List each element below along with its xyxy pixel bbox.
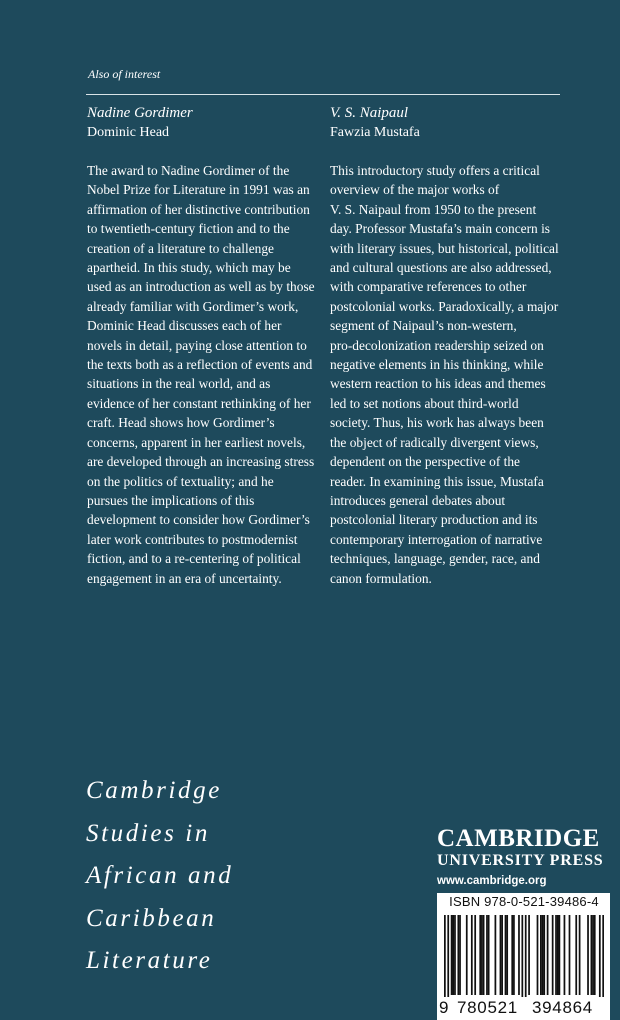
barcode-bar: [540, 915, 542, 995]
publisher-logo: [437, 826, 611, 887]
barcode-bar: [525, 915, 527, 1001]
isbn-label: ISBN 978-0-521-39486-4: [449, 894, 599, 909]
barcode-bar: [479, 915, 481, 995]
book-column-naipaul: [330, 104, 564, 588]
barcode-bar: [591, 915, 593, 995]
barcode-bar: [488, 915, 490, 995]
also-of-interest-label: Also of interest: [88, 67, 161, 81]
book-author: Fawzia Mustafa: [330, 125, 420, 140]
barcode-bar: [495, 915, 497, 995]
barcode-bar: [444, 915, 446, 1001]
barcode-digits: [437, 997, 610, 1019]
barcode-bars: [444, 915, 604, 1001]
barcode-bar: [452, 915, 454, 995]
barcode-bar: [559, 915, 561, 995]
barcode-bar: [501, 915, 503, 995]
barcode-bar: [528, 915, 530, 995]
series-title: Cambridge Studies in African and Caribbean Literature: [86, 777, 234, 974]
barcode-digits-right: 394864: [532, 998, 593, 1017]
barcode-bar: [552, 915, 554, 995]
barcode-bar: [592, 915, 594, 995]
barcode-bar: [454, 915, 456, 995]
barcode-bar: [483, 915, 485, 995]
barcode-bar: [506, 915, 508, 995]
barcode-digits-left: 780521: [457, 998, 518, 1017]
barcode-bar: [513, 915, 515, 995]
barcode-bar: [457, 915, 459, 995]
barcode-bar: [474, 915, 476, 995]
barcode-bar: [521, 915, 523, 1001]
barcode-bar: [564, 915, 566, 995]
barcode-bar: [543, 915, 545, 995]
barcode-bar: [579, 915, 581, 995]
barcode-bar: [466, 915, 468, 995]
book-blurb: The award to Nadine Gordimer of the Nobel Prize for Literature in 1991 was an affirmation of her distinctive contribution to twentieth-century fiction and to the creation of a literature to challenge apartheid. In this study, which may be used as an introduction as well as by those already familiar with Gordimer’s work, Dominic Head discusses each of her novels in detail, paying close attention to the texts both as a reflection of events and situations in the real world, and as evidence of her constant rethinking of her craft. Head shows how Gordimer’s concerns, apparent in her earliest novels, are developed through an increasing stress on the politics of textuality; and he pursues the implications of this development to consider how Gordimer’s later work contributes to postmodernist fiction, and to a re-centering of political engagement in an era of uncertainty.: [87, 163, 315, 586]
barcode-bar: [594, 915, 596, 995]
book-column-gordimer: [87, 104, 321, 588]
barcode-bar: [557, 915, 559, 995]
barcode-bar: [451, 915, 453, 995]
isbn-barcode: [437, 893, 610, 1020]
barcode-bar: [555, 915, 557, 995]
barcode-bar: [511, 915, 513, 995]
barcode-bar: [537, 915, 539, 995]
book-title: Nadine Gordimer: [87, 105, 193, 121]
divider-rule: [86, 94, 560, 95]
barcode-bar: [447, 915, 449, 1001]
barcode-bar: [518, 915, 520, 995]
barcode-bar: [575, 915, 577, 995]
book-blurb: This introductory study offers a critical overview of the major works of V. S. Naipaul from 1950 to the present day. Professor Mustafa’s main concern is with literary issues, but historical, political and cultural questions are also addressed, with comparative references to other postcolonial works. Paradoxically, a major segment of Naipaul’s non-western, pro-decolonization readership seized on negative elements in his thinking, while western reaction to his ideas and themes led to set notions about third-world society. Thus, his work has always been the object of radically divergent views, dependent on the perspective of the reader. In examining this issue, Mustafa introduces general debates about postcolonial literary production and its contemporary interrogation of narrative techniques, language, gender, race, and canon formulation.: [330, 163, 559, 586]
barcode-bar: [459, 915, 461, 995]
barcode-digit-first: 9: [439, 998, 449, 1017]
barcode-bar: [505, 915, 507, 995]
barcode-bar: [587, 915, 589, 995]
barcode-bar: [542, 915, 544, 995]
publisher-subtitle: UNIVERSITY PRESS: [437, 852, 604, 869]
barcode-bar: [471, 915, 473, 995]
publisher-name: CAMBRIDGE: [437, 825, 600, 852]
barcode-bar: [481, 915, 483, 995]
barcode-bar: [599, 915, 601, 1001]
barcode-bar: [569, 915, 571, 995]
barcode-bar: [547, 915, 549, 995]
barcode-bar: [500, 915, 502, 995]
barcode-bar: [486, 915, 488, 995]
barcode-bar: [602, 915, 604, 1001]
publisher-url: www.cambridge.org: [437, 875, 547, 887]
book-author: Dominic Head: [87, 125, 170, 140]
book-title: V. S. Naipaul: [330, 105, 409, 121]
